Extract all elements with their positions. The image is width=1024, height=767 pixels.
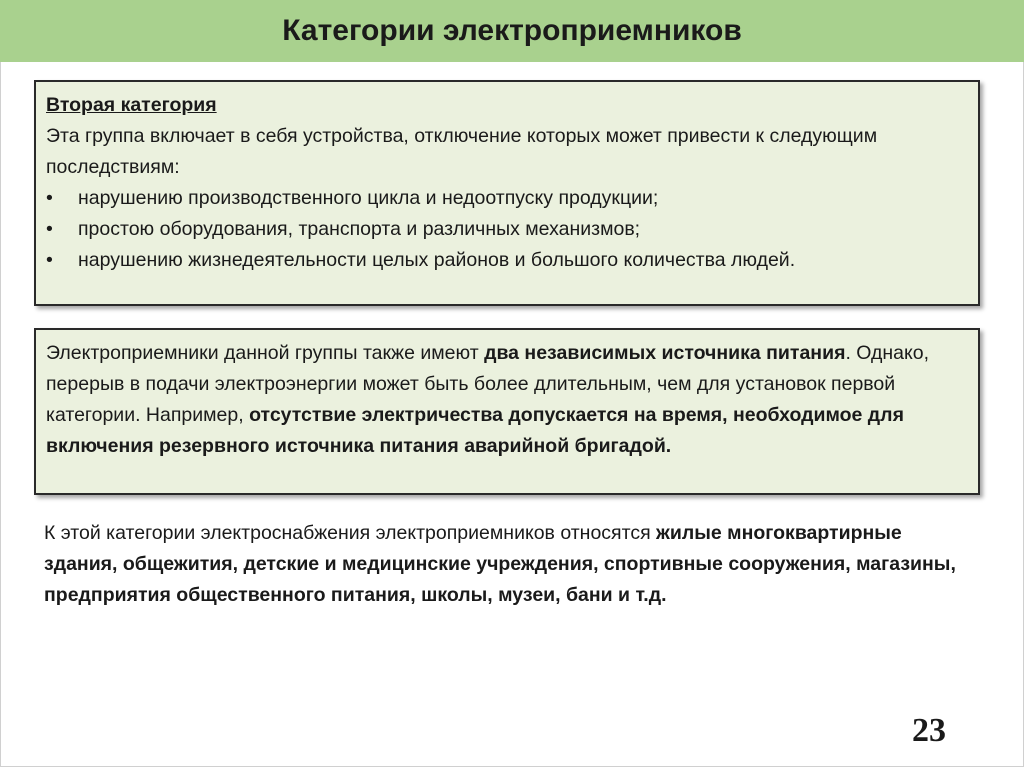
bullet-icon: • (46, 218, 53, 240)
examples-text: К этой категории электроснабжения электроприемников относятся (44, 522, 657, 544)
list-item-text: простою оборудования, транспорта и различных механизмов; (78, 218, 641, 240)
title-bar (0, 0, 1024, 62)
list-item-text: нарушению жизнедеятельности целых районов и большого количества людей. (78, 249, 796, 271)
bullet-icon: • (46, 187, 53, 209)
power-bold-1: два независимых источника питания (484, 342, 846, 364)
list-item (46, 214, 968, 245)
examples-paragraph (44, 518, 974, 611)
power-text-1: Электроприемники данной группы также имеют (46, 342, 485, 364)
category-intro: Эта группа включает в себя устройства, отключение которых может привести к следующим последствиям: (46, 125, 878, 178)
slide-title: Категории электроприемников (282, 14, 742, 47)
examples-bold: жилые многоквартирные здания, общежития, детские и медицинские учреждения, спортивные сооружения, магазины, предприятия общественного питания, школы, музеи, бани и т.д. (44, 522, 956, 606)
category-heading: Вторая категория (46, 94, 217, 116)
power-text-2: . Однако, перерыв в подачи электроэнергии может быть более длительным, чем для установок первой категории. Например, (46, 342, 930, 426)
list-item (46, 183, 968, 214)
page-number: 23 (912, 712, 946, 749)
power-supply-box (34, 328, 980, 495)
consequences-list (46, 183, 968, 276)
power-bold-2: отсутствие электричества допускается на время, необходимое для включения резервного источника питания аварийной бригадой. (46, 404, 904, 457)
list-item (46, 245, 968, 276)
bullet-icon: • (46, 249, 53, 271)
category-box (34, 80, 980, 306)
list-item-text: нарушению производственного цикла и недоотпуску продукции; (78, 187, 659, 209)
